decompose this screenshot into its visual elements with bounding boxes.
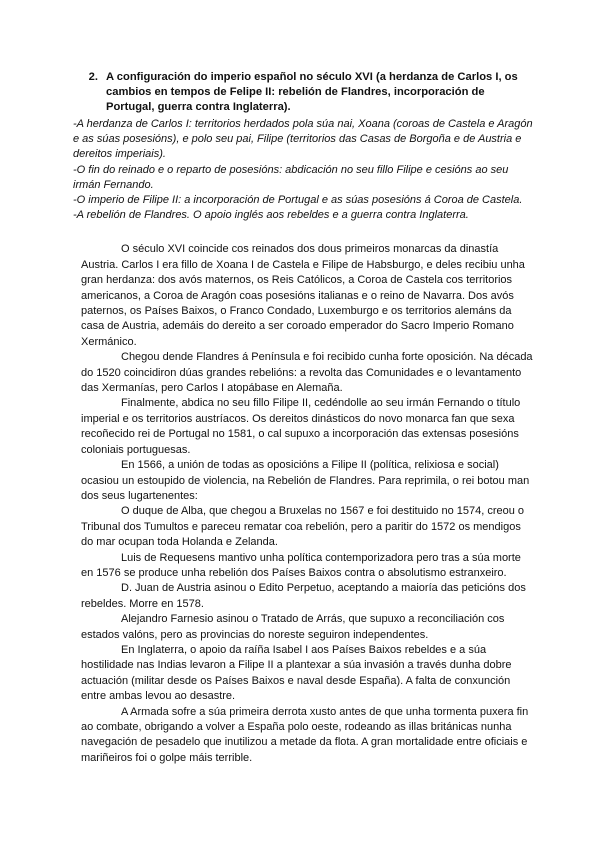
body-paragraph: Finalmente, abdica no seu fillo Filipe II, cedéndolle ao seu irmán Fernando o título imperial e os territorios austríacos. Os dereitos dinásticos do novo monarca fan que sexa recoñecido rei de Portugal no 1581, o cal supuxo a incorporación das extensas posesións coloniais portuguesas. (81, 397, 521, 456)
summary-item: -O fin do reinado e o reparto de posesións: abdicación no seu fillo Filipe e cesións ao seu irmán Fernando. (73, 163, 509, 191)
document-page (73, 70, 533, 766)
section-heading (73, 70, 533, 115)
body-paragraph: O duque de Alba, que chegou a Bruxelas no 1567 e foi destituido no 1574, creou o Tribunal dos Tumultos e pareceu rematar coa rebelión, pero a paritir do 1572 os mendigos do mar ocupan toda Holanda e Zelanda. (81, 505, 525, 549)
body-paragraph: D. Juan de Austria asinou o Edito Perpetuo, aceptando a maioría das peticións dos rebeldes. Morre en 1578. (81, 582, 526, 610)
body-paragraph: En Inglaterra, o apoio da raíña Isabel I aos Países Baixos rebeldes e a súa hostilidade nas Indias levaron a Filipe II a plantexar a súa invasión a través dunha dobre actuación (militar desde os Países Baixos e naval desde España). A falta de conxunción entre ambas levou ao desastre. (81, 643, 512, 703)
body-paragraph: Alejandro Farnesio asinou o Tratado de Arrás, que supuxo a reconciliación cos estados valóns, pero as provincias do noreste seguiron independentes. (81, 613, 505, 641)
body-paragraph: O século XVI coincide cos reinados dos dous primeiros monarcas da dinastía Austria. Carlos I era fillo de Xoana I de Castela e Filipe de Habsburgo, e deles recibiu unha gran herdanza: dos avós maternos, os Reis Católicos, a Coroa de Castela cos territorios americanos, a Coroa de Aragón coas posesións italianas e o reino de Navarra. Dos avós paternos, os Países Baixos, o Franco Condado, Luxemburgo e os territorios alemáns da casa de Austria, ademáis do dereito a ser coroado emperador do Sacro Imperio Romano Xermánico. (81, 243, 525, 348)
body-paragraph: En 1566, a unión de todas as oposicións a Filipe II (política, relixiosa e social) ocasiou un estoupido de violencia, na Rebelión de Flandres. Para reprimila, o rei botou man dos seus lugartenentes: (81, 459, 530, 502)
summary-item: -O imperio de Filipe II: a incorporación de Portugal e as súas posesións á Coroa de Castela. (73, 194, 523, 207)
body-paragraph: Luis de Requesens mantivo unha política contemporizadora pero tras a súa morte en 1576 se produce unha rebelión dos Países Baixos contra o absolutismo estranxeiro. (81, 551, 521, 579)
body-paragraph: Chegou dende Flandres á Península e foi recibido cunha forte oposición. Na década do 1520 coincidiron dúas grandes rebelións: a revolta das Comunidades e o levantamento das Xermanías, pero Carlos I atopábase en Alemaña. (81, 351, 533, 395)
body-text (73, 242, 533, 766)
body-paragraph: A Armada sofre a súa primeira derrota xusto antes de que unha tormenta puxera fin ao combate, obrigando a volver a España polo oeste, rodeando as illas británicas nunha navegación de pesadelo que inutilizou a metade da flota. A gran mortalidade entre oficiais e mariñeiros foi o golpe máis terrible. (81, 705, 529, 764)
summary-item: -A herdanza de Carlos I: territorios herdados pola súa nai, Xoana (coroas de Castela e Aragón e as súas posesións), e polo seu pai, Filipe (territorios das Casas de Borgoña e de Austria e dereitos imperiais). (73, 118, 533, 161)
summary-list (73, 117, 533, 223)
summary-item: -A rebelión de Flandres. O apoio inglés aos rebeldes e a guerra contra Inglaterra. (73, 209, 469, 222)
section-number: 2. (88, 71, 98, 83)
section-title: A configuración do imperio español no século XVI (a herdanza de Carlos I, os cambios en tempos de Felipe II: rebelión de Flandres, incorporación de Portugal, guerra contra Inglaterra). (106, 71, 518, 113)
